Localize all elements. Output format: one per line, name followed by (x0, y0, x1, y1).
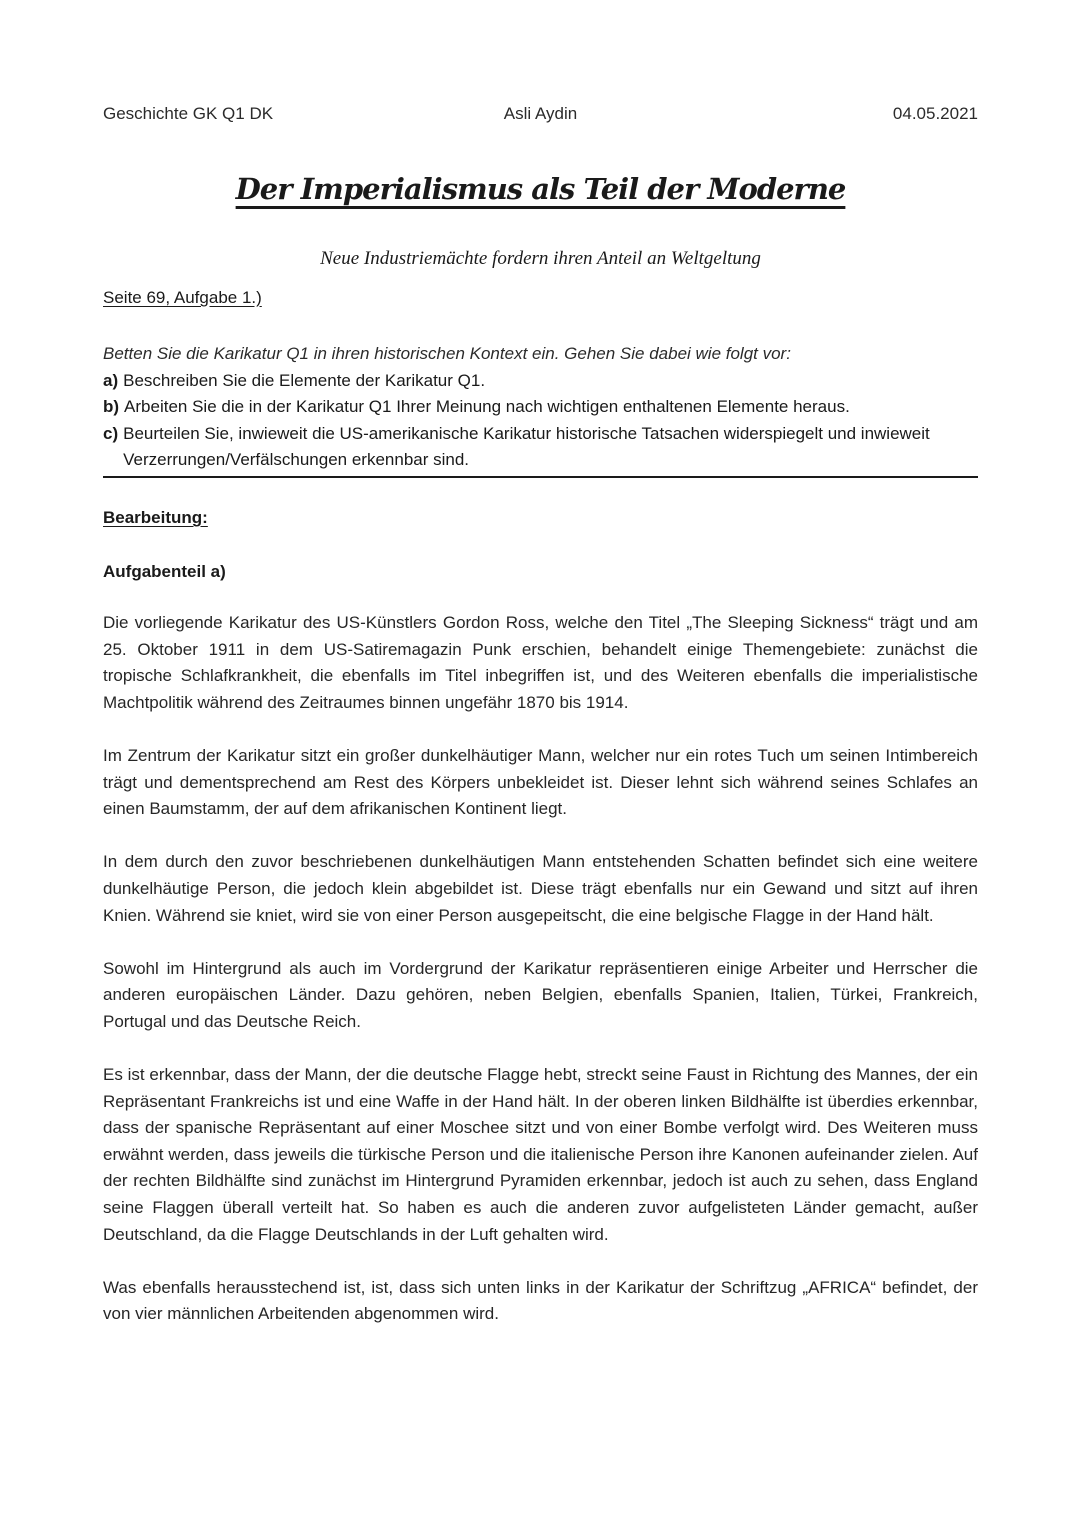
paragraph: Es ist erkennbar, dass der Mann, der die deutsche Flagge hebt, streckt seine Faust in Richtung des Mannes, der ein Repräsentant Frankreichs ist und eine Waffe in der Hand hält. In der oberen linken Bildhälfte ist überdies erkennbar, dass der spanische Repräsentant auf einer Moschee sitzt und von einer Bombe verfolgt wird. Des Weiteren muss erwähnt werden, dass jeweils die türkische Person und die italienische Person ihre Kanonen aufeinander zielen. Auf der rechten Bildhälfte sind zunächst im Hintergrund Pyramiden erkennbar, jedoch ist auch zu sehen, dass England seine Flaggen überall verteilt hat. So haben es auch die anderen zuvor aufgelisteten Länder gemacht, außer Deutschland, da die Flagge Deutschlands in der Luft gehalten wird. (103, 1065, 978, 1244)
task-item-label: a) (103, 370, 119, 390)
task-item-text: Arbeiten Sie die in der Karikatur Q1 Ihrer Meinung nach wichtigen enthaltenen Elemente heraus. (124, 397, 850, 416)
section-heading: Bearbeitung: (103, 508, 208, 527)
task-reference: Seite 69, Aufgabe 1.) (103, 288, 262, 307)
document-title-text: Der Imperialismus als Teil der Moderne (235, 172, 846, 206)
author-name: Asli Aydin (503, 104, 578, 123)
document-date: 04.05.2021 (892, 104, 978, 123)
answer-body (103, 610, 978, 1355)
document-title (103, 172, 978, 206)
document-subtitle: Neue Industriemächte fordern ihren Anteil an Weltgeltung (320, 248, 761, 269)
task-item (103, 421, 978, 474)
task-item-label: c) (103, 423, 119, 443)
paragraph: Sowohl im Hintergrund als auch im Vordergrund der Karikatur repräsentieren einige Arbeiter und Herrscher die anderen europäischen Länder. Dazu gehören, neben Belgien, ebenfalls Spanien, Italien, Türkei, Frankreich, Portugal und das Deutsche Reich. (103, 958, 978, 1031)
task-item (103, 368, 978, 395)
section-divider (103, 476, 978, 478)
task-intro: Betten Sie die Karikatur Q1 in ihren historischen Kontext ein. Gehen Sie dabei wie folgt vor: (103, 344, 791, 363)
paragraph: Was ebenfalls herausstechend ist, ist, dass sich unten links in der Karikatur der Schriftzug „AFRICA“ befindet, der von vier männlichen Arbeitenden abgenommen wird. (103, 1277, 978, 1324)
page-header (103, 104, 978, 130)
course-label: Geschichte GK Q1 DK (103, 104, 274, 123)
task-item (103, 394, 978, 421)
paragraph: In dem durch den zuvor beschriebenen dunkelhäutigen Mann entstehenden Schatten befindet sich eine weitere dunkelhäutige Person, die jedoch klein abgebildet ist. Diese trägt ebenfalls nur ein Gewand und sitzt auf ihren Knien. Während sie kniet, wird sie von einer Person ausgepeitscht, die eine belgische Flagge in der Hand hält. (103, 852, 978, 925)
paragraph: Im Zentrum der Karikatur sitzt ein großer dunkelhäutiger Mann, welcher nur ein rotes Tuch um seinen Intimbereich trägt und dementsprechend am Rest des Körpers unbekleidet ist. Dieser lehnt sich während seines Schlafes an einen Baumstamm, der auf dem afrikanischen Kontinent liegt. (103, 745, 978, 819)
paragraph: Die vorliegende Karikatur des US-Künstlers Gordon Ross, welche den Titel „The Sleeping Sickness“ trägt und am 25. Oktober 1911 in dem US-Satiremagazin Punk erschien, behandelt einige Themengebiete: zunächst die tropische Schlafkrankheit, die ebenfalls im Titel inbegriffen ist, und des Weiteren ebenfalls die imperialistische Machtpolitik während des Zeitraumes binnen ungefähr 1870 bis 1914. (103, 613, 978, 712)
subsection-heading: Aufgabenteil a) (103, 562, 226, 581)
task-item-text: Beurteilen Sie, inwieweit die US-amerikanische Karikatur historische Tatsachen widerspiegelt und inwieweit Verzerrungen/Verfälschungen erkennbar sind. (123, 423, 930, 469)
task-description (103, 341, 978, 474)
task-item-text: Beschreiben Sie die Elemente der Karikatur Q1. (123, 370, 486, 390)
task-item-label: b) (103, 397, 120, 416)
